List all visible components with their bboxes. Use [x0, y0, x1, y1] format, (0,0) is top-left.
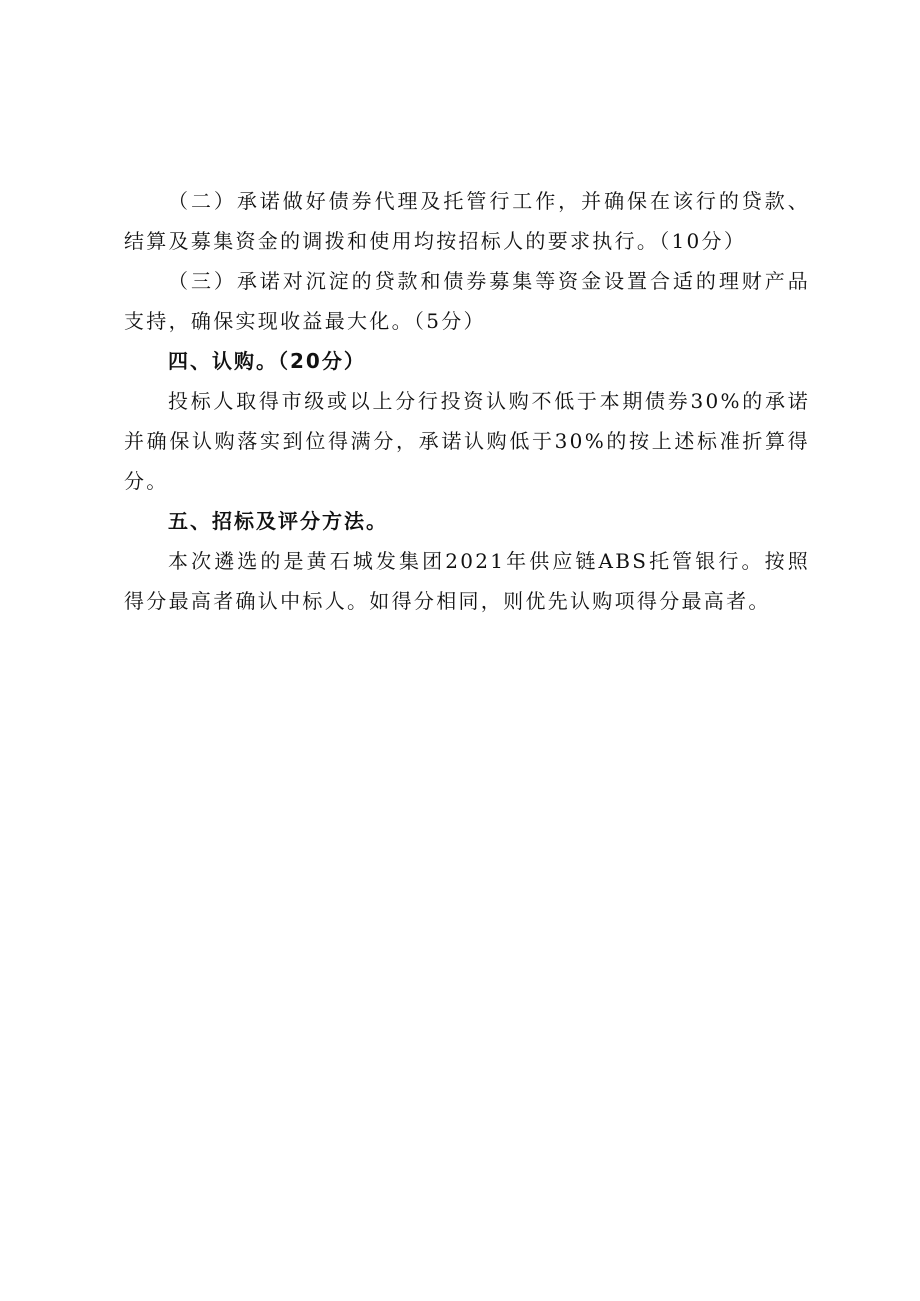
section-heading-subscription: 四、认购。（20分）	[168, 349, 366, 373]
document-body	[124, 181, 810, 621]
paragraph-wealth-product-commitment: （三）承诺对沉淀的贷款和债券募集等资金设置合适的理财产品支持，确保实现收益最大化。（5分）	[124, 269, 810, 333]
paragraph-bidding-method: 本次遴选的是黄石城发集团2021年供应链ABS托管银行。按照得分最高者确认中标人。如得分相同，则优先认购项得分最高者。	[124, 549, 810, 613]
section-heading-bidding-method: 五、招标及评分方法。	[168, 509, 388, 533]
paragraph-subscription-terms: 投标人取得市级或以上分行投资认购不低于本期债券30%的承诺并确保认购落实到位得满分，承诺认购低于30%的按上述标准折算得分。	[124, 389, 810, 493]
paragraph-custodian-commitment: （二）承诺做好债券代理及托管行工作，并确保在该行的贷款、结算及募集资金的调拨和使用均按招标人的要求执行。（10分）	[124, 189, 810, 253]
